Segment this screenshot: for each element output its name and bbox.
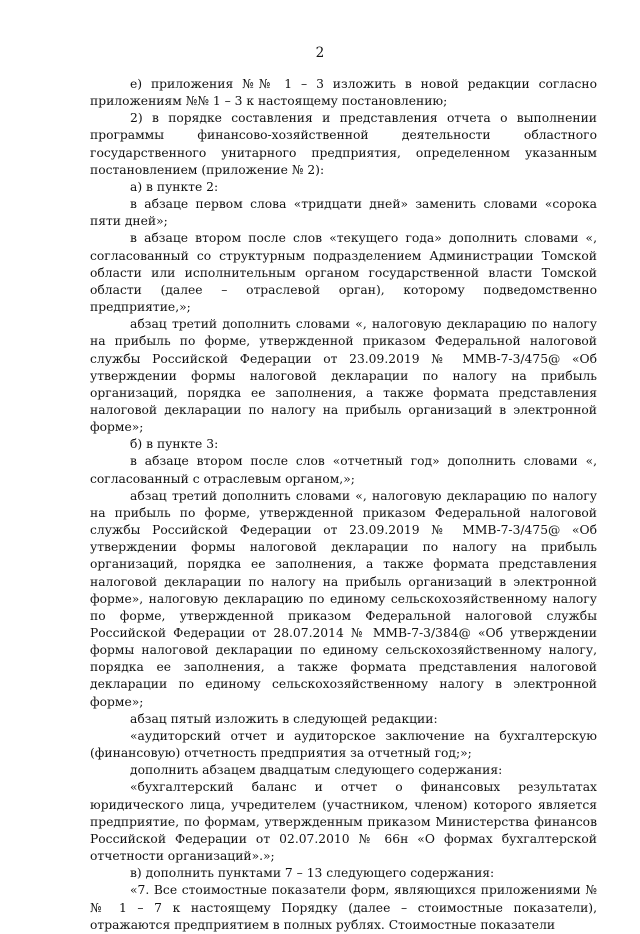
paragraph-b-third-abzac: абзац третий дополнить словами «, налоговую декларацию по налогу на прибыль по форме, утвержденной приказом Федеральной налоговой службы Российской Федерации от 23.09.2019 № ММВ-7-3/475@ «Об утверждении формы налоговой декларации по налогу на прибыль организаций, порядка ее заполнения, а также формата представления налоговой декларации по налогу на прибыль организаций в электронной форме», налоговую декларацию по единому сельскохозяйственному налогу по форме, утвержденной приказом Федеральной налоговой службы Российской Федерации от 28.07.2014 № ММВ-7-3/384@ «Об утверждении формы налоговой декларации по единому сельскохозяйственному налогу, порядка ее заполнения, а также формата представления налоговой декларации по единому сельскохозяйственному налогу в электронной форме»; — [90, 488, 597, 709]
page-number: 2 — [315, 45, 325, 61]
paragraph-item-7: «7. Все стоимостные показатели форм, являющихся приложениями №№ 1 – 7 к настоящему Порядку (далее – стоимостные показатели), отражаются предприятием в полных рублях. Стоимостные показатели — [90, 883, 597, 932]
paragraph-audit-report: «аудиторский отчет и аудиторское заключение на бухгалтерскую (финансовую) отчетность предприятия за отчетный год;»; — [90, 728, 597, 761]
paragraph-item-2-report-procedure: 2) в порядке составления и представления отчета о выполнении программы финансово-хозяйственной деятельности областного государственного унитарного предприятия, определенном указанным постановлением (приложение № 2): — [90, 111, 597, 177]
paragraph-subitem-v: в) дополнить пунктами 7 – 13 следующего содержания: — [130, 866, 495, 881]
paragraph-fifth-abzac-intro: абзац пятый изложить в следующей редакции: — [130, 711, 438, 726]
paragraph-subitem-a: а) в пункте 2: — [130, 179, 219, 194]
paragraph-add-twentieth-abzac: дополнить абзацем двадцатым следующего содержания: — [130, 763, 503, 778]
paragraph-second-abzac: в абзаце втором после слов «текущего года» дополнить словами «, согласованный со структурным подразделением Администрации Томской области или исполнительным органом государственной власти Томской области (далее – отраслевой орган), которому подведомственно предприятие,»; — [90, 231, 597, 315]
paragraph-b-second-abzac: в абзаце втором после слов «отчетный год» дополнить словами «, согласованный с отраслевым органом,»; — [90, 454, 597, 486]
paragraph-third-abzac: абзац третий дополнить словами «, налоговую декларацию по налогу на прибыль по форме, утвержденной приказом Федеральной налоговой службы Российской Федерации от 23.09.2019 № ММВ-7-3/475@ «Об утверждении формы налоговой декларации по налогу на прибыль организаций, порядка ее заполнения, а также формата представления налоговой декларации по налогу на прибыль организаций в электронной форме»; — [90, 317, 597, 435]
paragraph-subitem-b: б) в пункте 3: — [130, 437, 219, 452]
paragraph-balance-sheet: «бухгалтерский баланс и отчет о финансовых результатах юридического лица, учредителем (участником, членом) которого является предприятие, по формам, утвержденным приказом Министерства финансов Российской Федерации от 02.07.2010 № 66н «О формах бухгалтерской отчетности организаций».»; — [90, 780, 597, 864]
document-body — [90, 76, 597, 934]
paragraph-first-abzac: в абзаце первом слова «тридцати дней» заменить словами «сорока пяти дней»; — [90, 197, 597, 229]
paragraph-item-e: е) приложения №№ 1 – 3 изложить в новой редакции согласно приложениям №№ 1 – 3 к настоящему постановлению; — [90, 77, 597, 109]
